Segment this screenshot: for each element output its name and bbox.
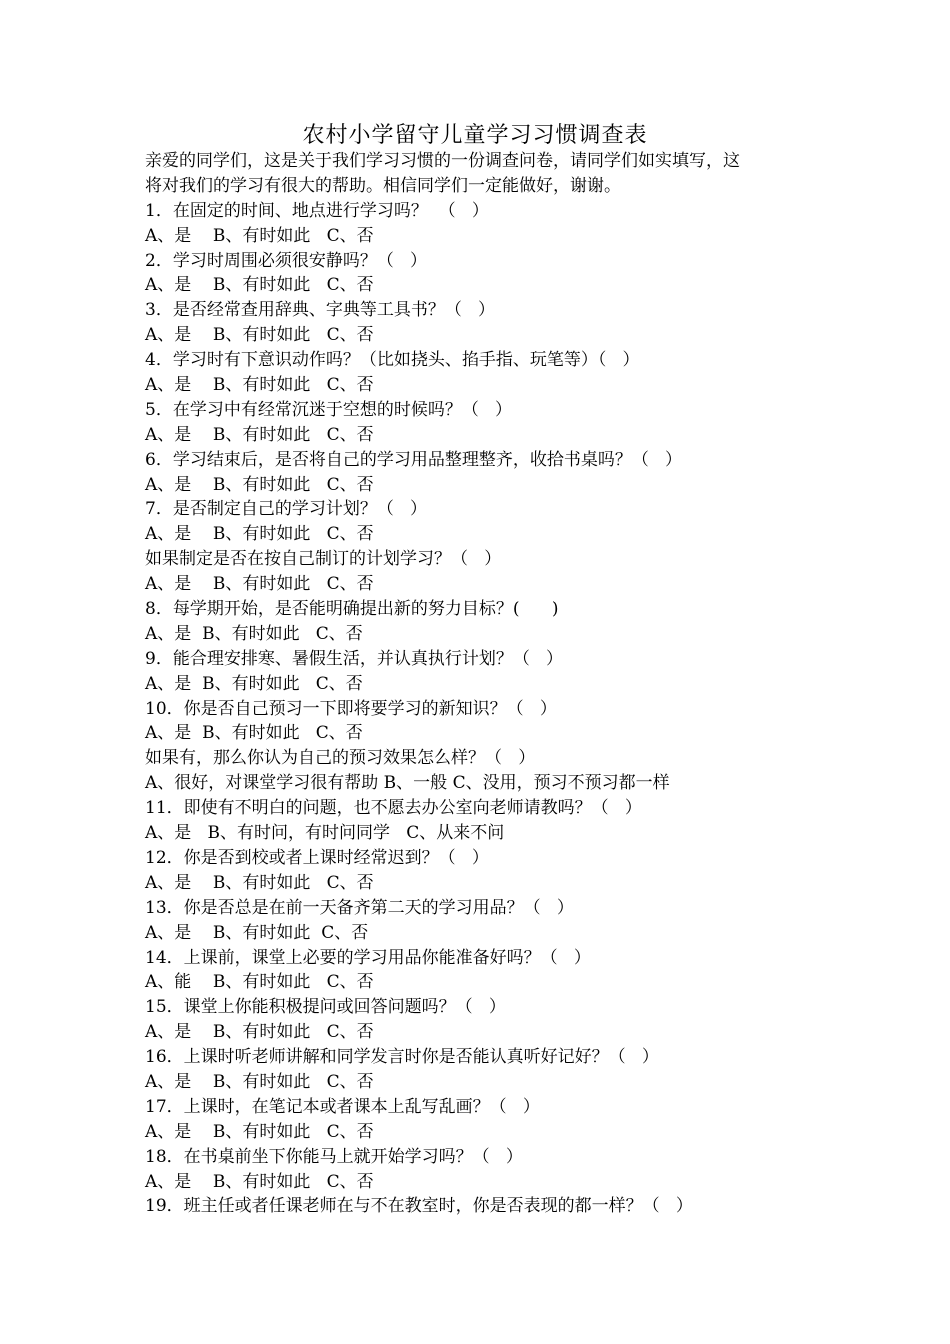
intro-line: 亲爱的同学们，这是关于我们学习习惯的一份调查问卷，请同学们如实填写，这	[145, 151, 740, 171]
questionnaire-line: A、是 B、有时如此 C、否	[145, 474, 374, 495]
questionnaire-line: A、是 B、有时如此 C、否	[145, 872, 374, 893]
questionnaire-line: A、能 B、有时如此 C、否	[145, 972, 374, 993]
questionnaire-line: 11．即使有不明白的问题，也不愿去办公室向老师请教吗？（ ）	[145, 798, 642, 819]
questionnaire-line: A、是 B、有时如此 C、否	[145, 375, 374, 396]
questionnaire-line: 8．每学期开始，是否能明确提出新的努力目标？( )	[145, 599, 559, 620]
questionnaire-line: 2．学习时周围必须很安静吗？（ ）	[145, 250, 428, 271]
document-title: 农村小学留守儿童学习习惯调查表	[302, 123, 648, 148]
questionnaire-line: A、是 B、有时如此 C、否	[145, 1071, 374, 1092]
questionnaire-line: 如果制定是否在按自己制订的计划学习？（ ）	[145, 549, 502, 570]
questionnaire-line: A、是 B、有时如此 C、否	[145, 723, 363, 744]
questionnaire-line: A、是 B、有时如此 C、否	[145, 1171, 374, 1192]
questionnaire-line: A、是 B、有时问，有时问同学 C、从来不问	[145, 823, 505, 844]
questionnaire-line: A、是 B、有时如此 C、否	[145, 275, 374, 296]
questionnaire-line: A、很好，对课堂学习很有帮助 B、一般 C、没用，预习不预习都一样	[145, 773, 670, 794]
questionnaire-line: 如果有，那么你认为自己的预习效果怎么样？（ ）	[145, 748, 536, 769]
questionnaire-line: A、是 B、有时如此 C、否	[145, 325, 374, 346]
questionnaire-line: 12．你是否到校或者上课时经常迟到？（ ）	[145, 847, 489, 868]
questionnaire-line: 9．能合理安排寒、暑假生活，并认真执行计划？（ ）	[145, 648, 564, 669]
questionnaire-line: A、是 B、有时如此 C、否	[145, 1022, 374, 1043]
questionnaire-line: A、是 B、有时如此 C、否	[145, 673, 363, 694]
questionnaire-line: 5．在学习中有经常沉迷于空想的时候吗？（ ）	[145, 399, 513, 420]
questionnaire-line: 16．上课时听老师讲解和同学发言时你是否能认真听好记好？（ ）	[145, 1047, 659, 1068]
questionnaire-line: 17．上课时，在笔记本或者课本上乱写乱画？（ ）	[145, 1096, 540, 1117]
questionnaire-line: 13．你是否总是在前一天备齐第二天的学习用品？（ ）	[145, 897, 574, 918]
questionnaire-line: A、是 B、有时如此 C、否	[145, 574, 374, 595]
questionnaire-line: 19．班主任或者任课老师在与不在教室时，你是否表现的都一样？（ ）	[145, 1196, 693, 1217]
document-body	[145, 149, 835, 1219]
questionnaire-line: 4．学习时有下意识动作吗？（比如挠头、掐手指、玩笔等）（ ）	[145, 350, 640, 371]
questionnaire-line: 3．是否经常查用辞典、字典等工具书？（ ）	[145, 300, 496, 321]
questionnaire-line: A、是 B、有时如此 C、否	[145, 424, 374, 445]
questionnaire-line: A、是 B、有时如此 C、否	[145, 1121, 374, 1142]
intro-line: 将对我们的学习有很大的帮助。相信同学们一定能做好，谢谢。	[145, 175, 621, 196]
questionnaire-line: A、是 B、有时如此 C、否	[145, 524, 374, 545]
questionnaire-line: A、是 B、有时如此 C、否	[145, 623, 363, 644]
questionnaire-line: 15．课堂上你能积极提问或回答问题吗？（ ）	[145, 997, 506, 1018]
questionnaire-line: 10．你是否自己预习一下即将要学习的新知识？（ ）	[145, 698, 557, 719]
questionnaire-line: A、是 B、有时如此 C、否	[145, 922, 369, 943]
questionnaire-line: 18．在书桌前坐下你能马上就开始学习吗？（ ）	[145, 1146, 523, 1167]
questionnaire-line: 6．学习结束后，是否将自己的学习用品整理整齐，收拾书桌吗？（ ）	[145, 449, 683, 470]
questionnaire-line: 1．在固定的时间、地点进行学习吗？ （ ）	[145, 200, 489, 221]
questionnaire-line: 7．是否制定自己的学习计划？（ ）	[145, 499, 428, 520]
questionnaire-line: 14．上课前，课堂上必要的学习用品你能准备好吗？（ ）	[145, 947, 591, 968]
questionnaire-line: A、是 B、有时如此 C、否	[145, 225, 374, 246]
